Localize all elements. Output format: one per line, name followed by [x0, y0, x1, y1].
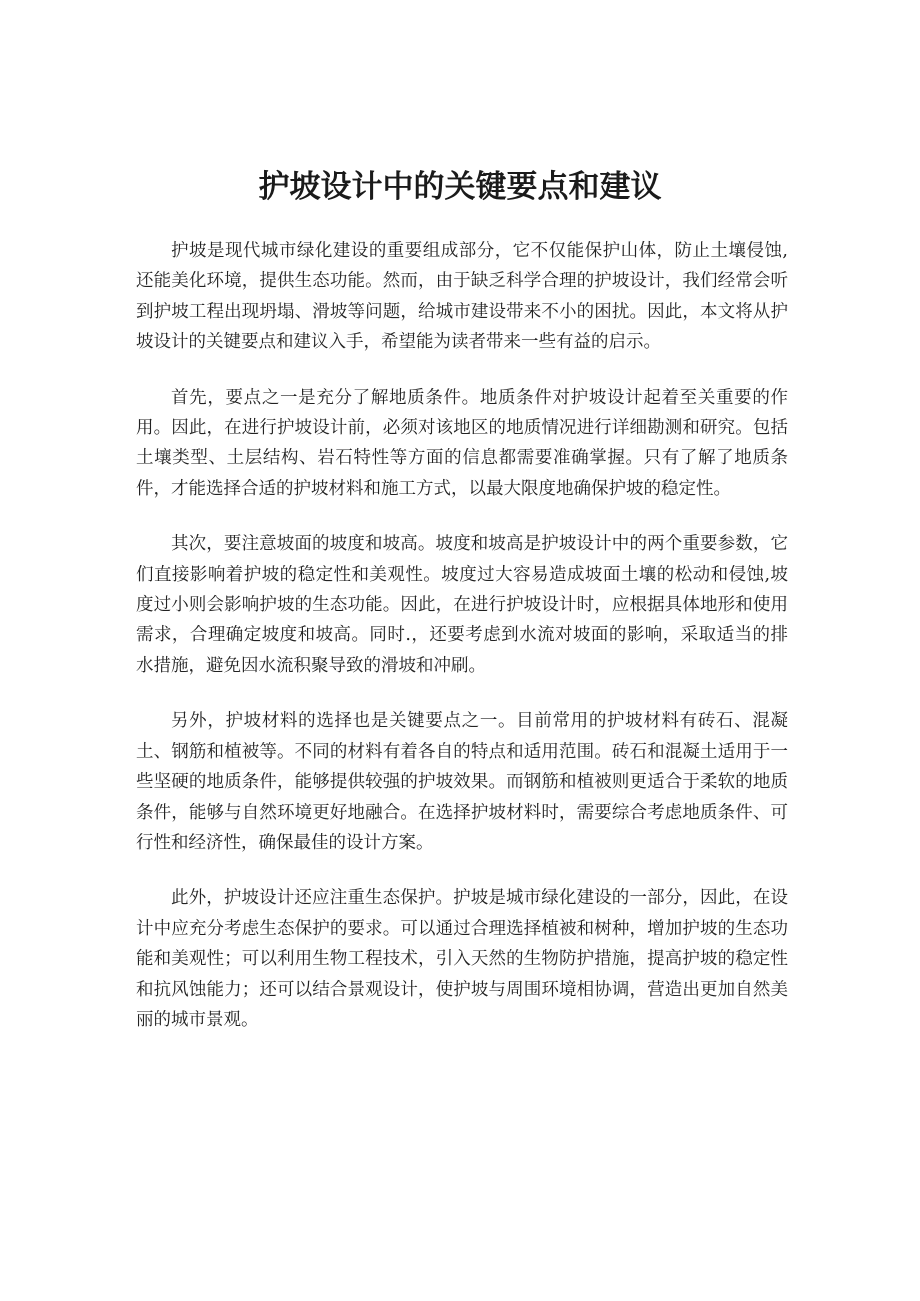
- paragraph-slope: 其次，要注意坡面的坡度和坡高。坡度和坡高是护坡设计中的两个重要参数，它们直接影响着护坡的稳定性和美观性。坡度过大容易造成坡面土壤的松动和侵蚀,坡度过小则会影响护坡的生态功能。因此，在进行护坡设计时，应根据具体地形和使用需求，合理确定坡度和坡高。同时.，还要考虑到水流对坡面的影响，采取适当的排水措施，避免因水流积聚导致的滑坡和冲刷。: [136, 534, 788, 676]
- document-body: [136, 236, 788, 1060]
- paragraph-ecology: 此外，护坡设计还应注重生态保护。护坡是城市绿化建设的一部分，因此，在设计中应充分考虑生态保护的要求。可以通过合理选择植被和树种，增加护坡的生态功能和美观性；可以利用生物工程技术，引入天然的生物防护措施，提高护坡的稳定性和抗风蚀能力；还可以结合景观设计，使护坡与周围环境相协调，营造出更加自然美丽的城市景观。: [136, 888, 788, 1030]
- paragraph-geology: 首先，要点之一是充分了解地质条件。地质条件对护坡设计起着至关重要的作用。因此，在进行护坡设计前，必须对该地区的地质情况进行详细勘测和研究。包括土壤类型、土层结构、岩石特性等方面的信息都需要准确掌握。只有了解了地质条件，才能选择合适的护坡材料和施工方式，以最大限度地确保护坡的稳定性。: [136, 387, 788, 499]
- document-title: 护坡设计中的关键要点和建议: [258, 169, 662, 205]
- paragraph-materials: 另外，护坡材料的选择也是关键要点之一。目前常用的护坡材料有砖石、混凝土、钢筋和植被等。不同的材料有着各自的特点和适用范围。砖石和混凝土适用于一些坚硬的地质条件，能够提供较强的护坡效果。而钢筋和植被则更适合于柔软的地质条件，能够与自然环境更好地融合。在选择护坡材料时，需要综合考虑地质条件、可行性和经济性，确保最佳的设计方案。: [136, 711, 788, 853]
- paragraph-intro: 护坡是现代城市绿化建设的重要组成部分，它不仅能保护山体，防止土壤侵蚀,还能美化环境，提供生态功能。然而，由于缺乏科学合理的护坡设计，我们经常会听到护坡工程出现坍塌、滑坡等问题，给城市建设带来不小的困扰。因此，本文将从护坡设计的关键要点和建议入手，希望能为读者带来一些有益的启示。: [136, 241, 788, 353]
